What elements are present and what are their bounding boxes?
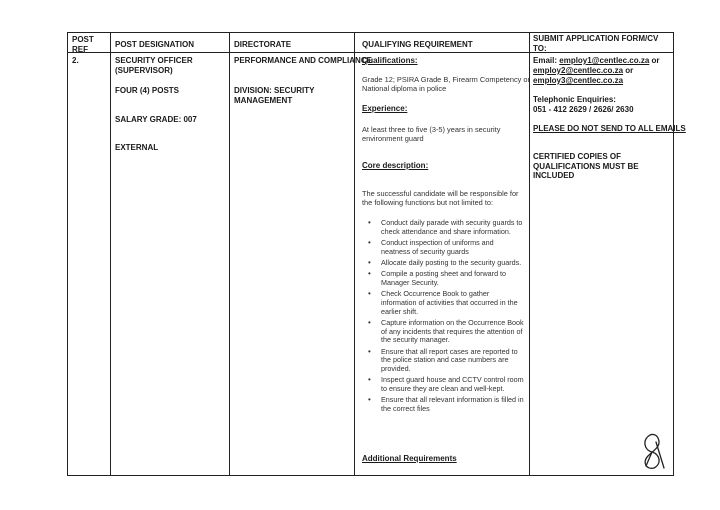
- qualifications-text: Grade 12; PSIRA Grade B, Firearm Competency or National diploma in police: [362, 75, 530, 93]
- email-line-1: [533, 56, 660, 66]
- duties-list: [362, 219, 524, 416]
- list-item: • Check Occurrence Book to gather information of activities that occurred in the earlier shift.: [362, 290, 524, 316]
- division-name: DIVISION: SECURITY MANAGEMENT: [234, 86, 315, 105]
- email-link-1[interactable]: employ1@centlec.co.za: [559, 56, 650, 65]
- list-item: • Capture information on the Occurrence Book of any incidents that requires the attention of the security manager.: [362, 319, 524, 345]
- certified-copies-note: CERTIFIED COPIES OF QUALIFICATIONS MUST BE INCLUDED: [533, 152, 639, 180]
- experience-heading: Experience:: [362, 104, 408, 113]
- list-item: • Ensure that all relevant information is filled in the correct files: [362, 396, 524, 413]
- email-warning: PLEASE DO NOT SEND TO ALL EMAILS: [533, 124, 686, 133]
- header-post-ref: POST REF: [72, 35, 94, 54]
- directorate-name: PERFORMANCE AND COMPLIANCE: [234, 56, 372, 65]
- column-divider: [229, 33, 230, 475]
- experience-text: At least three to five (3-5) years in security environment guard: [362, 125, 501, 143]
- email-or: or: [651, 56, 660, 65]
- header-directorate: DIRECTORATE: [234, 40, 292, 49]
- qualifications-heading: Qualifications:: [362, 56, 418, 65]
- email-or: or: [625, 66, 634, 75]
- additional-requirements-heading: Additional Requirements: [362, 454, 457, 463]
- email-label: Email:: [533, 56, 558, 65]
- header-post-designation: POST DESIGNATION: [115, 40, 194, 49]
- post-designation: SECURITY OFFICER (SUPERVISOR): [115, 56, 193, 75]
- list-item: • Inspect guard house and CCTV control room to ensure they are clean and well-kept.: [362, 376, 524, 393]
- list-item: • Conduct daily parade with security guards to check attendance and share information.: [362, 219, 524, 236]
- column-divider: [529, 33, 530, 475]
- signature-icon: [636, 432, 668, 472]
- list-item: • Ensure that all report cases are reported to the police station and case numbers are provided.: [362, 348, 524, 374]
- email-line-3: [533, 76, 623, 86]
- core-description-intro: The successful candidate will be responsible for the following functions but not limited to:: [362, 189, 519, 207]
- phone-label: Telephonic Enquiries:: [533, 95, 616, 104]
- email-link-3[interactable]: employ3@centlec.co.za: [533, 76, 624, 85]
- email-link-2[interactable]: employ2@centlec.co.za: [533, 66, 624, 75]
- salary-grade: SALARY GRADE: 007: [115, 115, 197, 124]
- column-divider: [110, 33, 111, 475]
- header-qualifying-requirement: QUALIFYING REQUIREMENT: [362, 40, 473, 49]
- phone-number: 051 - 412 2629 / 2626/ 2630: [533, 105, 634, 114]
- email-line-2: [533, 66, 633, 76]
- post-ref-number: 2.: [72, 56, 79, 65]
- post-count: FOUR (4) POSTS: [115, 86, 180, 95]
- list-item: • Allocate daily posting to the security guards.: [362, 259, 524, 268]
- list-item: • Compile a posting sheet and forward to Manager Security.: [362, 270, 524, 287]
- core-description-heading: Core description:: [362, 161, 429, 170]
- column-divider: [354, 33, 355, 475]
- header-submit-application: SUBMIT APPLICATION FORM/CV TO:: [533, 34, 659, 53]
- list-item: • Conduct inspection of uniforms and neatness of security guards: [362, 239, 524, 256]
- post-type: EXTERNAL: [115, 143, 159, 152]
